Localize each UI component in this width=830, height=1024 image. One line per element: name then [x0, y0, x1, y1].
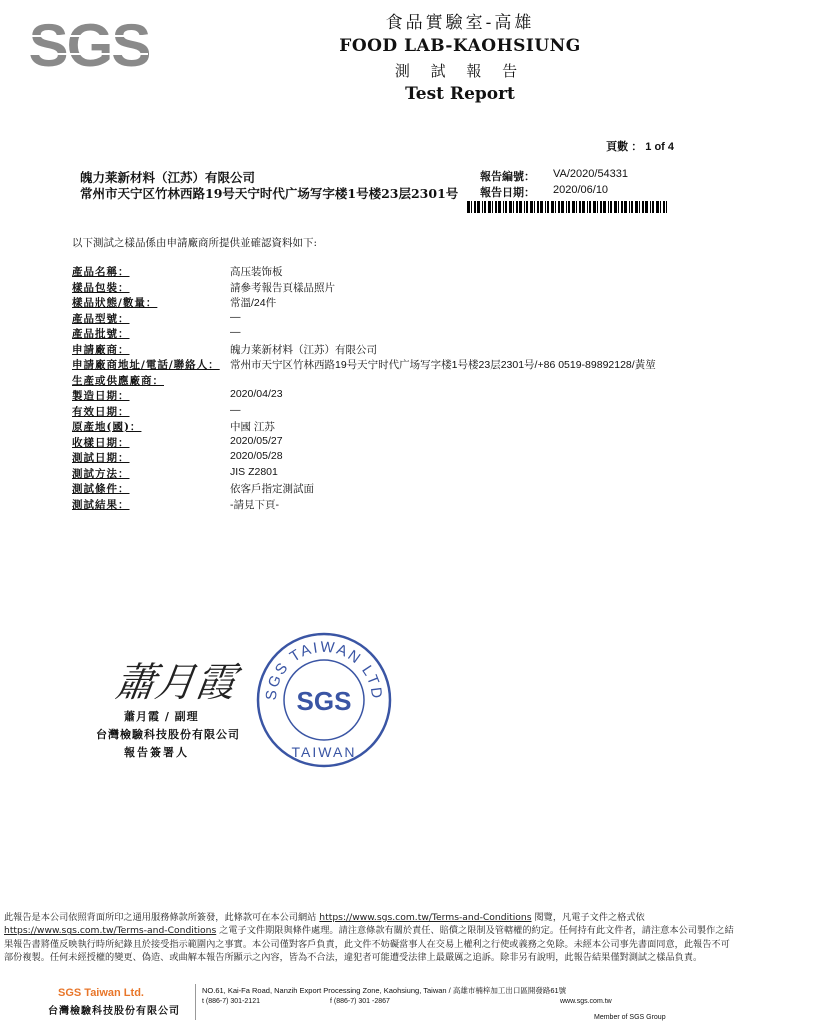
sgs-taiwan-cn: 台灣檢驗科技股份有限公司: [48, 1006, 180, 1017]
footer-web: www.sgs.com.tw: [560, 998, 612, 1005]
handwritten-signature: [112, 650, 239, 710]
terms-link-1[interactable]: https://www.sgs.com.tw/Terms-and-Conditions: [319, 912, 532, 923]
svg-text:SGS TAIWAN LTD: SGS TAIWAN LTD: [262, 638, 386, 702]
field-label: 生產或供應廠商：: [72, 374, 164, 387]
field-value: -請見下頁-: [230, 498, 279, 511]
report-date-label: 報告日期：: [480, 186, 535, 199]
barcode: [467, 201, 667, 213]
report-number-label: 報告編號：: [480, 170, 535, 183]
footer-fax: f (886-7) 301 -2867: [330, 998, 390, 1005]
field-label: 產品名稱：: [72, 266, 130, 278]
field-value: 依客戶指定測試面: [230, 483, 314, 495]
page-value: 1 of 4: [645, 141, 674, 153]
field-value: —: [230, 326, 241, 338]
field-row: [72, 280, 692, 296]
report-number: VA/2020/54331: [553, 168, 629, 180]
field-row: [72, 450, 692, 466]
svg-text:SGS: SGS: [28, 12, 150, 79]
field-row: [72, 295, 692, 311]
field-value: 常州市天宁区竹林西路19号天宁时代广场写字楼1号楼23层2301号/+86 0519-89892128/黃堃: [230, 359, 656, 371]
field-value: 2020/04/23: [230, 388, 283, 400]
field-label: 測試條件：: [72, 483, 130, 495]
signer-name-title: 蕭月霞 / 副理: [124, 710, 199, 723]
field-row: [72, 466, 692, 482]
field-value: 2020/05/28: [230, 450, 283, 462]
field-label: 樣品狀態/數量：: [72, 297, 158, 309]
signer-company: 台灣檢驗科技股份有限公司: [96, 728, 240, 741]
field-label: 申請廠商：: [72, 343, 130, 356]
field-row: [72, 264, 692, 280]
field-row: [72, 497, 692, 513]
lab-name-cn: 食品實驗室-高雄: [385, 13, 535, 33]
field-row: [72, 435, 692, 451]
field-value: JIS Z2801: [230, 465, 278, 478]
field-row: [72, 326, 692, 342]
field-value: —: [230, 310, 241, 323]
field-row: [72, 388, 692, 404]
field-row: [72, 342, 692, 358]
sgs-taiwan-seal: [254, 630, 394, 770]
report-date: 2020/06/10: [553, 184, 609, 196]
field-value: 中國 江苏: [230, 421, 275, 433]
field-row: [72, 419, 692, 435]
page-label: 頁數 ：: [606, 141, 643, 153]
field-label: 有效日期：: [72, 405, 130, 418]
svg-text:SGS: SGS: [296, 686, 352, 716]
report-title-cn: 測 試 報 告: [394, 62, 526, 80]
field-row: [72, 357, 692, 373]
field-value: 魄力莱新材料（江苏）有限公司: [230, 343, 377, 356]
page-number: [606, 138, 674, 154]
field-label: 測試方法：: [72, 467, 130, 480]
field-value: 2020/05/27: [230, 434, 283, 447]
field-label: 原產地(國)：: [72, 421, 142, 433]
footer-tel: t (886-7) 301-2121: [202, 998, 260, 1005]
field-row: [72, 481, 692, 497]
disclaimer-part1: 此報告是本公司依照背面所印之通用服務條款所簽發，此條款可在本公司網站: [4, 912, 320, 923]
field-row: [72, 373, 692, 389]
field-value: 常溫/24件: [230, 297, 277, 309]
signer-role: 報告簽署人: [124, 746, 189, 759]
intro-text: 以下測試之樣品係由申請廠商所提供並確認資料如下:: [72, 237, 318, 249]
field-value: 高压装饰板: [230, 266, 283, 278]
field-label: 產品型號：: [72, 312, 130, 325]
svg-text:蕭月霞: 蕭月霞: [112, 660, 239, 706]
svg-text:TAIWAN: TAIWAN: [291, 744, 357, 760]
footer-divider: [195, 984, 196, 1020]
field-label: 測試結果：: [72, 498, 130, 511]
lab-name-en: FOOD LAB-KAOHSIUNG: [339, 36, 581, 56]
field-label: 產品批號：: [72, 328, 130, 340]
field-value: 請參考報告頁樣品照片: [230, 281, 335, 294]
field-row: [72, 404, 692, 420]
field-label: 收樣日期：: [72, 436, 130, 449]
terms-link-2[interactable]: https://www.sgs.com.tw/Terms-and-Conditions: [4, 925, 217, 937]
field-label: 測試日期：: [72, 452, 130, 464]
field-value: —: [230, 403, 241, 416]
sgs-taiwan-brand: SGS Taiwan Ltd.: [58, 987, 144, 999]
field-row: [72, 311, 692, 327]
report-title-en: Test Report: [405, 84, 515, 104]
field-label: 製造日期：: [72, 390, 130, 402]
client-address: 常州市天宁区竹林西路19号天宁时代广场写字楼1号楼23层2301号: [80, 186, 459, 201]
field-label: 申請廠商地址/電話/聯絡人：: [72, 359, 220, 371]
disclaimer-part2: 閱覽，凡電子文件之格式依: [531, 912, 645, 923]
disclaimer-part3: 之電子文件期限與條件處理。請注意條款有關於責任、賠償之限制及管轄權的約定。任何持有此文件者，請注意本公司製作之結果報告書將僅反映執行時所紀錄且於接受指示範圍內之事實。本公司僅對客戶負責，此文件不妨礙當事人在交易上權利之行使或義務之免除。未經本公司事先書面同意，此報告不可部份複製。任何未經授權的變更、偽造、或曲解本報告所顯示之內容，皆為不合法，違犯者可能遭受法律上最嚴厲之追訴。除非另有說明，此報告結果僅對測試之樣品負責。: [4, 925, 734, 963]
disclaimer: [4, 911, 736, 964]
footer-address: NO.61, Kai-Fa Road, Nanzih Export Processing Zone, Kaohsiung, Taiwan / 高雄市楠梓加工出口區開發路61號: [202, 986, 567, 995]
footer-member: Member of SGS Group: [594, 1014, 666, 1021]
field-label: 樣品包裝：: [72, 281, 130, 294]
client-name: 魄力莱新材料（江苏）有限公司: [80, 170, 256, 185]
